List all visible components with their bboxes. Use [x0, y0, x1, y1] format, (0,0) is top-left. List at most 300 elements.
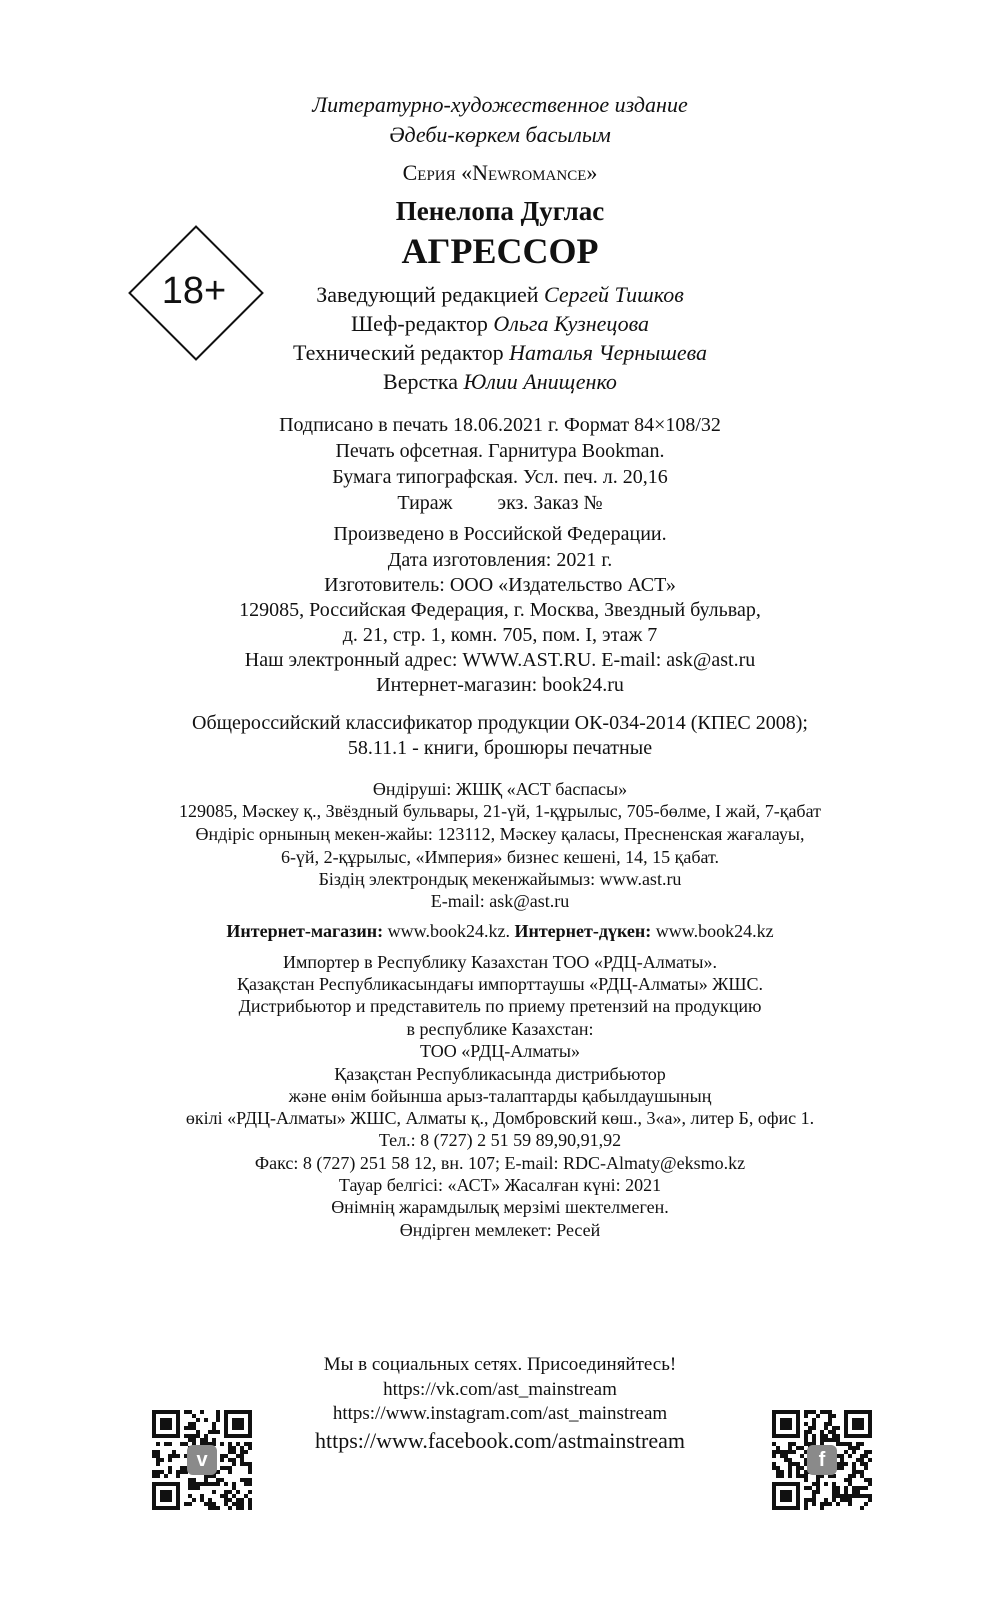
qr-module	[788, 1442, 792, 1446]
qr-module	[808, 1430, 812, 1434]
qr-module	[160, 1458, 164, 1462]
print-info-line: Тираж экз. Заказ №	[397, 492, 603, 514]
qr-module	[156, 1442, 160, 1446]
qr-module	[868, 1478, 872, 1482]
qr-module	[212, 1430, 216, 1434]
qr-module	[844, 1498, 848, 1502]
qr-module	[812, 1498, 816, 1502]
staff-line: Технический редактор Наталья Чернышева	[292, 340, 708, 365]
qr-module	[220, 1466, 224, 1470]
qr-finder	[852, 1418, 864, 1430]
qr-module	[864, 1462, 868, 1466]
qr-module	[808, 1426, 812, 1430]
qr-module	[780, 1474, 784, 1478]
qr-module	[232, 1482, 236, 1486]
qr-module	[208, 1502, 212, 1506]
qr-module	[212, 1506, 216, 1510]
qr-module	[812, 1482, 816, 1486]
qr-module	[832, 1498, 836, 1502]
qr-module	[836, 1494, 840, 1498]
qr-module	[244, 1482, 248, 1486]
qr-module	[188, 1478, 192, 1482]
qr-module	[860, 1506, 864, 1510]
qr-module	[212, 1482, 216, 1486]
vk-icon: v	[187, 1445, 217, 1475]
qr-module	[804, 1414, 808, 1418]
qr-module	[216, 1430, 220, 1434]
qr-module	[816, 1478, 820, 1482]
qr-module	[188, 1410, 192, 1414]
qr-module	[832, 1486, 836, 1490]
qr-module	[864, 1466, 868, 1470]
qr-module	[780, 1454, 784, 1458]
qr-module	[860, 1474, 864, 1478]
qr-module	[228, 1446, 232, 1450]
social-link-facebook[interactable]: https://www.facebook.com/astmainstream	[314, 1428, 686, 1453]
qr-module	[228, 1506, 232, 1510]
qr-module	[864, 1454, 868, 1458]
qr-module	[224, 1482, 228, 1486]
qr-module	[248, 1502, 252, 1506]
qr-module	[212, 1426, 216, 1430]
qr-module	[192, 1498, 196, 1502]
importer-line: Тел.: 8 (727) 2 51 59 89,90,91,92	[378, 1130, 622, 1150]
qr-module	[800, 1454, 804, 1458]
qr-module	[192, 1422, 196, 1426]
qr-module	[248, 1466, 252, 1470]
qr-module	[220, 1494, 224, 1498]
qr-module	[236, 1506, 240, 1510]
qr-module	[212, 1502, 216, 1506]
qr-module	[828, 1414, 832, 1418]
qr-module	[204, 1418, 208, 1422]
qr-module	[180, 1442, 184, 1446]
qr-module	[200, 1482, 204, 1486]
qr-module	[204, 1482, 208, 1486]
qr-module	[784, 1454, 788, 1458]
qr-module	[860, 1486, 864, 1490]
qr-module	[812, 1410, 816, 1414]
qr-module	[772, 1450, 776, 1454]
qr-module	[856, 1470, 860, 1474]
qr-module	[796, 1446, 800, 1450]
production-line: д. 21, стр. 1, комн. 705, пом. I, этаж 7	[342, 624, 658, 646]
qr-module	[796, 1466, 800, 1470]
qr-module	[860, 1494, 864, 1498]
qr-module	[820, 1410, 824, 1414]
importer-line: Қазақстан Республикасындағы импорттаушы «РДЦ-Алматы» ЖШС.	[236, 974, 764, 994]
qr-module	[788, 1470, 792, 1474]
qr-module	[188, 1426, 192, 1430]
qr-module	[868, 1450, 872, 1454]
qr-module	[804, 1438, 808, 1442]
qr-module	[164, 1474, 168, 1478]
qr-module	[868, 1494, 872, 1498]
qr-module	[240, 1498, 244, 1502]
qr-module	[860, 1462, 864, 1466]
classifier-line: Общероссийский классификатор продукции ОК-034-2014 (КПЕС 2008);	[192, 712, 808, 734]
qr-module	[788, 1474, 792, 1478]
qr-module	[168, 1454, 172, 1458]
qr-module	[804, 1410, 808, 1414]
qr-finder	[232, 1418, 244, 1430]
qr-module	[848, 1494, 852, 1498]
production-kz-line: 129085, Мәскеу қ., Звёздный бульвары, 21-үй, 1-құрылыс, 705-бөлме, I жай, 7-қабат	[179, 801, 821, 821]
qr-module	[844, 1490, 848, 1494]
qr-module	[796, 1470, 800, 1474]
qr-module	[168, 1458, 172, 1462]
qr-module	[232, 1486, 236, 1490]
qr-module	[852, 1470, 856, 1474]
qr-module	[804, 1474, 808, 1478]
qr-module	[196, 1482, 200, 1486]
qr-module	[824, 1498, 828, 1502]
qr-module	[804, 1506, 808, 1510]
qr-module	[844, 1462, 848, 1466]
importer-line: Импортер в Республику Казахстан ТОО «РДЦ-Алматы».	[282, 952, 717, 972]
qr-module	[156, 1458, 160, 1462]
social-heading: Мы в социальных сетях. Присоединяйтесь!	[323, 1354, 677, 1375]
qr-module	[864, 1486, 868, 1490]
qr-module	[864, 1494, 868, 1498]
qr-module	[820, 1502, 824, 1506]
importer-line: ТОО «РДЦ-Алматы»	[420, 1041, 580, 1061]
facebook-icon: f	[807, 1445, 837, 1475]
qr-module	[828, 1438, 832, 1442]
book-title: АГРЕССОР	[401, 231, 599, 271]
qr-module	[776, 1450, 780, 1454]
qr-module	[864, 1478, 868, 1482]
qr-module	[168, 1442, 172, 1446]
qr-module	[232, 1458, 236, 1462]
qr-module	[864, 1450, 868, 1454]
qr-module	[240, 1502, 244, 1506]
production-line: Изготовитель: ООО «Издательство АСТ»	[324, 574, 676, 596]
qr-module	[220, 1442, 224, 1446]
qr-module	[812, 1490, 816, 1494]
qr-module	[772, 1442, 776, 1446]
qr-module	[240, 1454, 244, 1458]
qr-module	[784, 1458, 788, 1462]
qr-module	[236, 1454, 240, 1458]
qr-module	[776, 1466, 780, 1470]
qr-module	[772, 1466, 776, 1470]
qr-module	[236, 1442, 240, 1446]
qr-module	[812, 1434, 816, 1438]
production-kz-line: Өндіріс орнының мекен-жайы: 123112, Мәскеу қаласы, Пресненская жағалауы,	[195, 824, 805, 844]
qr-module	[248, 1490, 252, 1494]
qr-module	[244, 1462, 248, 1466]
qr-module	[828, 1418, 832, 1422]
qr-module	[232, 1494, 236, 1498]
importer-line: в республике Казахстан:	[406, 1019, 594, 1039]
qr-module	[192, 1434, 196, 1438]
qr-module	[840, 1494, 844, 1498]
qr-module	[812, 1494, 816, 1498]
qr-module	[856, 1494, 860, 1498]
qr-module	[224, 1494, 228, 1498]
qr-module	[868, 1498, 872, 1502]
qr-module	[176, 1474, 180, 1478]
qr-module	[868, 1458, 872, 1462]
qr-module	[852, 1494, 856, 1498]
qr-module	[188, 1422, 192, 1426]
qr-module	[184, 1410, 188, 1414]
qr-module	[248, 1478, 252, 1482]
qr-module	[780, 1450, 784, 1454]
production-kz-line: E-mail: ask@ast.ru	[430, 891, 570, 911]
qr-module	[240, 1458, 244, 1462]
qr-module	[848, 1502, 852, 1506]
qr-module	[860, 1458, 864, 1462]
qr-module	[792, 1462, 796, 1466]
qr-module	[772, 1462, 776, 1466]
qr-module	[192, 1438, 196, 1442]
classifier-line: 58.11.1 - книги, брошюры печатные	[347, 737, 653, 759]
qr-module	[152, 1470, 156, 1474]
qr-module	[832, 1494, 836, 1498]
qr-module	[788, 1458, 792, 1462]
qr-module	[188, 1434, 192, 1438]
qr-module	[836, 1502, 840, 1506]
qr-module	[216, 1418, 220, 1422]
qr-module	[808, 1498, 812, 1502]
qr-module	[860, 1442, 864, 1446]
qr-module	[856, 1442, 860, 1446]
qr-module	[820, 1430, 824, 1434]
qr-module	[216, 1478, 220, 1482]
qr-module	[188, 1438, 192, 1442]
qr-module	[152, 1454, 156, 1458]
qr-module	[816, 1486, 820, 1490]
qr-module	[824, 1438, 828, 1442]
production-kz-line: 6-үй, 2-құрылыс, «Империя» бизнес кешені, 14, 15 қабат.	[280, 847, 720, 867]
production-line: Дата изготовления: 2021 г.	[387, 549, 613, 571]
qr-module	[172, 1450, 176, 1454]
qr-module	[812, 1502, 816, 1506]
qr-module	[228, 1470, 232, 1474]
qr-module	[156, 1474, 160, 1478]
qr-module	[804, 1502, 808, 1506]
qr-module	[152, 1450, 156, 1454]
production-line: Интернет-магазин: book24.ru	[376, 674, 624, 696]
print-info-line: Подписано в печать 18.06.2021 г. Формат 84×108/32	[279, 414, 721, 436]
qr-module	[224, 1502, 228, 1506]
print-info-line: Бумага типографская. Усл. печ. л. 20,16	[332, 466, 668, 488]
qr-module	[832, 1426, 836, 1430]
qr-module	[844, 1486, 848, 1490]
qr-module	[212, 1422, 216, 1426]
social-link-vk[interactable]: https://vk.com/ast_mainstream	[383, 1379, 617, 1400]
qr-module	[828, 1430, 832, 1434]
importer-line: Факс: 8 (727) 251 58 12, вн. 107; E-mail: RDC-Almaty@eksmo.kz	[254, 1153, 746, 1173]
qr-module	[844, 1478, 848, 1482]
qr-module	[856, 1486, 860, 1490]
qr-module	[236, 1490, 240, 1494]
qr-module	[840, 1454, 844, 1458]
qr-module	[224, 1454, 228, 1458]
qr-module	[208, 1482, 212, 1486]
edition-type-kz: Әдеби-көркем басылым	[389, 122, 611, 147]
qr-module	[192, 1482, 196, 1486]
qr-module	[808, 1410, 812, 1414]
qr-module	[824, 1434, 828, 1438]
importer-line: Дистрибьютор и представитель по приему претензий на продукцию	[238, 996, 762, 1016]
qr-module	[240, 1506, 244, 1510]
qr-module	[248, 1470, 252, 1474]
age-rating-text: 18+	[161, 270, 227, 312]
qr-module	[848, 1446, 852, 1450]
qr-module	[820, 1434, 824, 1438]
edition-type-ru: Литературно-художественное издание	[312, 92, 688, 117]
qr-module	[800, 1466, 804, 1470]
qr-module	[196, 1434, 200, 1438]
qr-module	[804, 1486, 808, 1490]
qr-module	[792, 1450, 796, 1454]
qr-module	[184, 1426, 188, 1430]
qr-module	[824, 1426, 828, 1430]
qr-module	[840, 1466, 844, 1470]
qr-module	[188, 1494, 192, 1498]
qr-module	[848, 1474, 852, 1478]
qr-module	[232, 1446, 236, 1450]
qr-module	[780, 1470, 784, 1474]
qr-module	[156, 1462, 160, 1466]
importer-line: Өндірген мемлекет: Ресей	[399, 1220, 601, 1240]
qr-module	[772, 1454, 776, 1458]
production-line: Наш электронный адрес: WWW.AST.RU. E-mail: ask@ast.ru	[244, 649, 756, 671]
qr-module	[156, 1450, 160, 1454]
qr-module	[212, 1490, 216, 1494]
qr-module	[812, 1426, 816, 1430]
qr-module	[808, 1486, 812, 1490]
importer-line: Қазақстан Республикасында дистрибьютор	[334, 1064, 666, 1084]
qr-module	[776, 1474, 780, 1478]
qr-module	[224, 1466, 228, 1470]
qr-module	[832, 1434, 836, 1438]
qr-module	[816, 1414, 820, 1418]
qr-module	[204, 1438, 208, 1442]
qr-module	[248, 1506, 252, 1510]
qr-module	[208, 1498, 212, 1502]
qr-module	[228, 1450, 232, 1454]
internet-shop-line: Интернет-магазин: www.book24.kz. Интернет-дүкен: www.book24.kz	[226, 921, 774, 941]
qr-module	[224, 1498, 228, 1502]
qr-module	[860, 1470, 864, 1474]
qr-module	[824, 1482, 828, 1486]
qr-module	[196, 1430, 200, 1434]
qr-module	[208, 1506, 212, 1510]
qr-module	[856, 1446, 860, 1450]
qr-module	[820, 1438, 824, 1442]
qr-module	[240, 1450, 244, 1454]
qr-module	[856, 1458, 860, 1462]
qr-module	[236, 1498, 240, 1502]
qr-module	[804, 1442, 808, 1446]
qr-module	[832, 1482, 836, 1486]
qr-module	[216, 1506, 220, 1510]
qr-module	[864, 1502, 868, 1506]
qr-module	[208, 1430, 212, 1434]
qr-module	[164, 1442, 168, 1446]
qr-module	[824, 1422, 828, 1426]
qr-module	[832, 1490, 836, 1494]
qr-finder	[160, 1490, 172, 1502]
qr-module	[240, 1446, 244, 1450]
qr-module	[184, 1434, 188, 1438]
qr-module	[804, 1430, 808, 1434]
qr-module	[196, 1486, 200, 1490]
qr-module	[220, 1454, 224, 1458]
qr-module	[160, 1470, 164, 1474]
qr-module	[852, 1466, 856, 1470]
qr-module	[828, 1502, 832, 1506]
qr-module	[228, 1442, 232, 1446]
production-line: Произведено в Российской Федерации.	[333, 523, 667, 545]
qr-module	[184, 1442, 188, 1446]
qr-module	[152, 1474, 156, 1478]
qr-module	[236, 1502, 240, 1506]
qr-module	[836, 1434, 840, 1438]
qr-module	[836, 1490, 840, 1494]
qr-module	[812, 1438, 816, 1442]
qr-module	[196, 1418, 200, 1422]
qr-module	[828, 1422, 832, 1426]
qr-module	[848, 1478, 852, 1482]
qr-module	[820, 1506, 824, 1510]
qr-module	[812, 1418, 816, 1422]
qr-module	[156, 1470, 160, 1474]
qr-module	[788, 1466, 792, 1470]
qr-module	[784, 1450, 788, 1454]
qr-module	[800, 1446, 804, 1450]
qr-module	[216, 1414, 220, 1418]
qr-module	[204, 1502, 208, 1506]
qr-module	[816, 1482, 820, 1486]
qr-module	[204, 1434, 208, 1438]
qr-module	[248, 1446, 252, 1450]
qr-module	[832, 1438, 836, 1442]
qr-module	[852, 1490, 856, 1494]
qr-module	[852, 1450, 856, 1454]
qr-module	[244, 1494, 248, 1498]
qr-module	[796, 1474, 800, 1478]
qr-module	[192, 1486, 196, 1490]
qr-module	[848, 1442, 852, 1446]
qr-module	[788, 1450, 792, 1454]
qr-module	[200, 1498, 204, 1502]
qr-module	[840, 1462, 844, 1466]
qr-module	[804, 1434, 808, 1438]
qr-module	[192, 1426, 196, 1430]
social-link-instagram[interactable]: https://www.instagram.com/ast_mainstream	[332, 1403, 668, 1424]
qr-module	[852, 1474, 856, 1478]
qr-module	[248, 1482, 252, 1486]
qr-module	[220, 1478, 224, 1482]
qr-module	[836, 1442, 840, 1446]
print-info-line: Печать офсетная. Гарнитура Bookman.	[335, 440, 665, 462]
qr-module	[776, 1470, 780, 1474]
qr-code-facebook[interactable]	[772, 1410, 872, 1510]
qr-module	[804, 1498, 808, 1502]
importer-line: Өнімнің жарамдылық мерзімі шектелмеген.	[331, 1197, 669, 1217]
qr-module	[172, 1454, 176, 1458]
qr-module	[240, 1462, 244, 1466]
qr-code-vk[interactable]	[152, 1410, 252, 1510]
qr-module	[860, 1454, 864, 1458]
qr-module	[200, 1494, 204, 1498]
importer-line: өкілі «РДЦ-Алматы» ЖШС, Алматы қ., Домбровский көш., 3«а», литер Б, офис 1.	[185, 1108, 815, 1128]
